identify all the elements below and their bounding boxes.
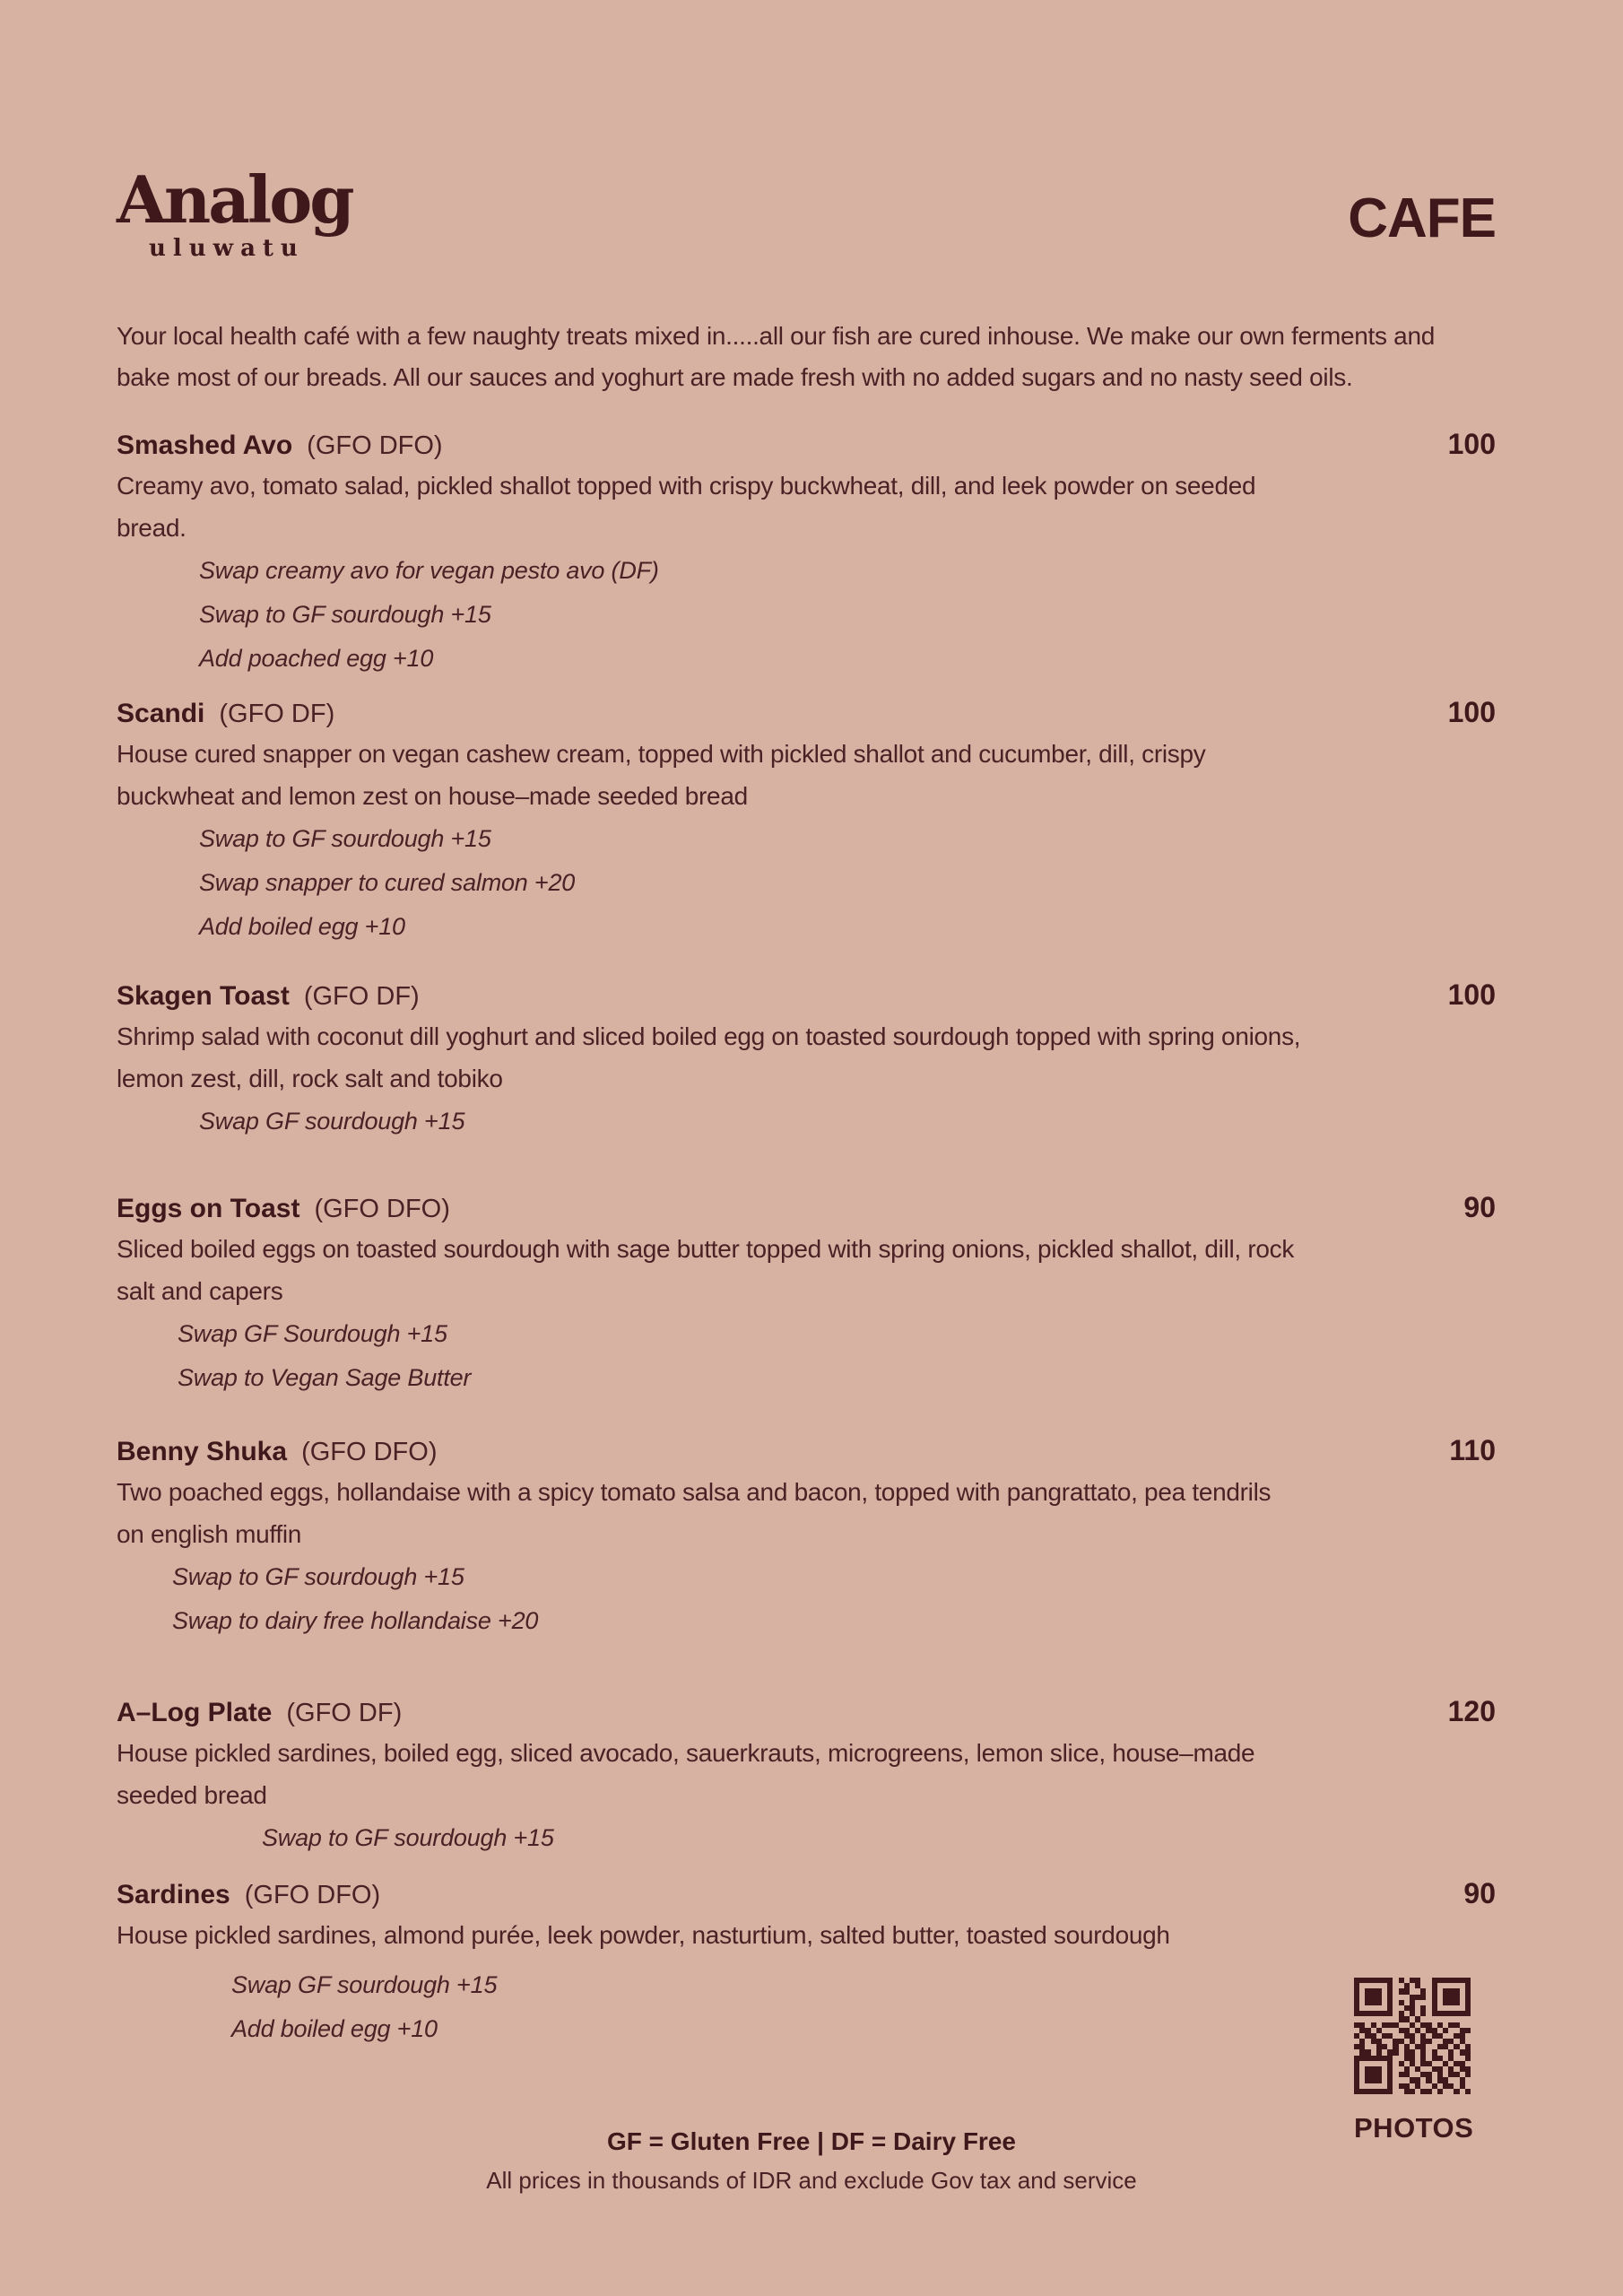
logo-title: Analog [117,161,352,238]
item-option: Swap to Vegan Sage Butter [178,1364,472,1391]
item-option: Swap GF sourdough +15 [199,1108,465,1135]
item-description-line: Two poached eggs, hollandaise with a spicy tomato salsa and bacon, topped with pangrattato, pea tendrils [117,1478,1271,1506]
item-dietary-tags: (GFO DFO) [301,1438,438,1466]
item-option: Add boiled egg +10 [231,2015,438,2042]
item-option: Swap to GF sourdough +15 [262,1824,554,1851]
item-title-row [117,976,1496,1015]
item-description-line: Creamy avo, tomato salad, pickled shallot topped with crispy buckwheat, dill, and leek powder on seeded [117,472,1256,500]
menu-item [117,976,1496,1144]
item-title-row [117,693,1496,733]
item-options [199,817,1496,949]
item-title-row [117,1188,1496,1228]
menu-item [117,1188,1496,1400]
item-description-line: House pickled sardines, boiled egg, sliced avocado, sauerkrauts, microgreens, lemon slice, house–made [117,1739,1255,1767]
item-option: Swap to GF sourdough +15 [199,601,491,628]
item-option: Swap snapper to cured salmon +20 [199,869,576,896]
logo-subtitle: uluwatu [149,235,305,262]
item-name: Skagen Toast [117,981,290,1011]
item-description [117,1732,1496,1816]
item-description-line: bread. [117,514,187,542]
item-option: Swap GF Sourdough +15 [178,1320,447,1347]
item-option: Swap GF sourdough +15 [231,1971,498,1998]
item-title-row [117,1874,1496,1914]
item-description-line: Shrimp salad with coconut dill yoghurt and sliced boiled egg on toasted sourdough topped with spring onions, [117,1022,1301,1050]
item-title-row [117,425,1496,465]
item-description-line: seeded bread [117,1781,267,1809]
menu-item [117,1874,1496,2051]
qr-block [1354,1978,1472,2144]
item-options [172,1555,1496,1643]
item-option: Swap to dairy free hollandaise +20 [172,1607,539,1634]
brand-logo [117,161,352,262]
item-description [117,1914,1496,1956]
menu-item [117,425,1496,681]
qr-photos-label: PHOTOS [1354,2111,1474,2144]
item-title-row [117,1431,1496,1471]
menu-item [117,1431,1496,1643]
item-description-line: House cured snapper on vegan cashew cream, topped with pickled shallot and cucumber, dill, crispy [117,740,1206,768]
item-dietary-tags: (GFO DF) [303,982,420,1011]
item-description-line: lemon zest, dill, rock salt and tobiko [117,1065,503,1092]
menu-header [117,161,1496,262]
item-price: 110 [1449,1434,1496,1466]
qr-code-image [1354,1978,1472,2094]
item-name: Scandi [117,699,205,728]
item-option: Swap to GF sourdough +15 [172,1563,464,1590]
item-description [117,1228,1496,1312]
item-name: Eggs on Toast [117,1194,300,1223]
menu-list [117,425,1496,2051]
item-price: 100 [1447,978,1496,1011]
item-description-line: on english muffin [117,1520,302,1548]
item-price: 100 [1447,696,1496,728]
menu-item [117,1692,1496,1860]
item-options [231,1963,1496,2051]
item-name: Sardines [117,1880,230,1909]
item-dietary-tags: (GFO DFO) [314,1195,450,1223]
item-title-row [117,1692,1496,1732]
item-option: Add poached egg +10 [199,645,434,672]
footer-legend: GF = Gluten Free | DF = Dairy Free [607,2127,1016,2155]
item-dietary-tags: (GFO DFO) [244,1881,381,1909]
item-option: Swap to GF sourdough +15 [199,825,491,852]
item-price: 120 [1447,1695,1496,1727]
item-description-line: salt and capers [117,1277,283,1305]
item-name: A–Log Plate [117,1698,273,1727]
item-name: Smashed Avo [117,430,293,460]
item-dietary-tags: (GFO DF) [219,700,335,728]
item-description [117,1015,1496,1100]
item-dietary-tags: (GFO DF) [286,1699,403,1727]
item-options [262,1816,1496,1860]
item-description [117,1471,1496,1555]
intro-line: bake most of our breads. All our sauces and yoghurt are made fresh with no added sugars and no nasty seed oils. [117,363,1353,391]
item-description-line: Sliced boiled eggs on toasted sourdough with sage butter topped with spring onions, pickled shallot, dill, rock [117,1235,1295,1263]
item-options [178,1312,1496,1400]
item-description-line: buckwheat and lemon zest on house–made seeded bread [117,782,748,810]
item-dietary-tags: (GFO DFO) [307,431,443,460]
item-options [199,549,1496,681]
section-label: CAFE [1348,187,1496,249]
item-option: Swap creamy avo for vegan pesto avo (DF) [199,557,659,584]
menu-footer [0,2127,1623,2195]
item-description-line: House pickled sardines, almond purée, leek powder, nasturtium, salted butter, toasted sourdough [117,1921,1170,1949]
item-description [117,733,1496,817]
intro-paragraph [117,316,1496,398]
item-options [199,1100,1496,1144]
footer-note: All prices in thousands of IDR and exclude Gov tax and service [486,2167,1137,2194]
menu-item [117,693,1496,949]
item-price: 100 [1447,428,1496,460]
intro-line: Your local health café with a few naughty treats mixed in.....all our fish are cured inhouse. We make our own ferments and [117,322,1435,350]
item-option: Add boiled egg +10 [199,913,405,940]
item-name: Benny Shuka [117,1437,288,1466]
item-description [117,465,1496,549]
item-price: 90 [1463,1877,1496,1909]
item-price: 90 [1463,1191,1496,1223]
